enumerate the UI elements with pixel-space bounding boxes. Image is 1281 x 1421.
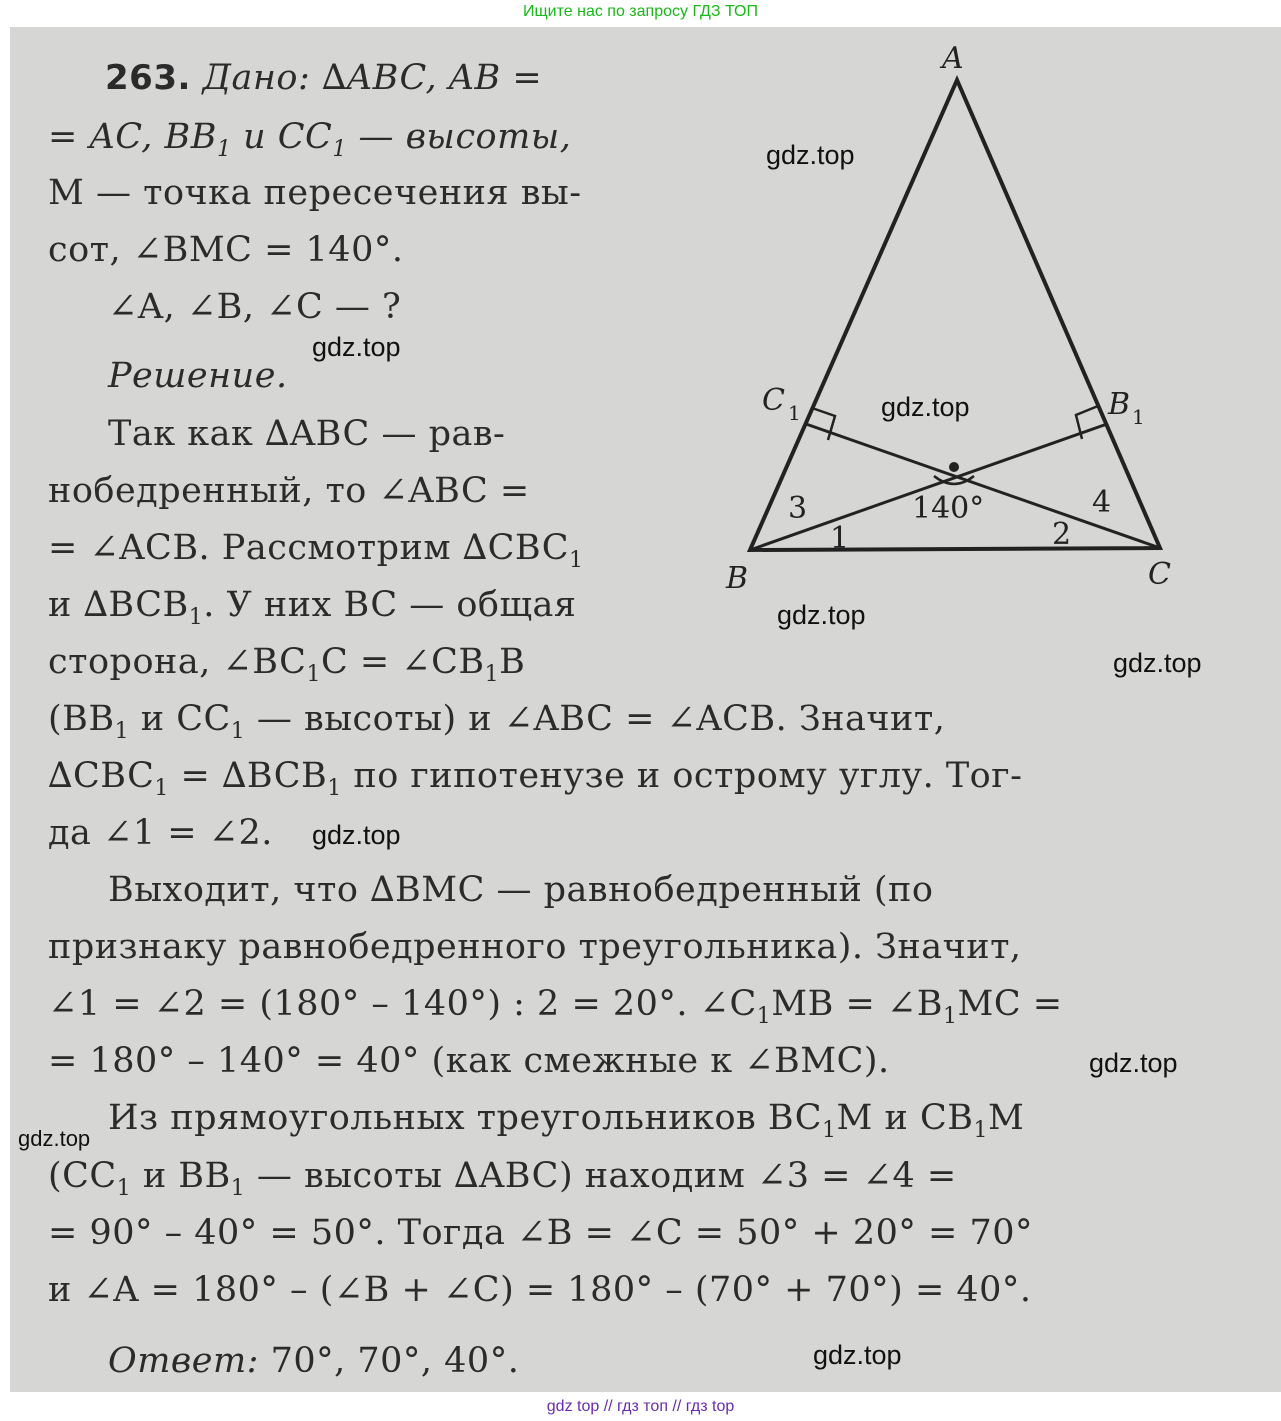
label-c: C (1148, 557, 1171, 592)
line-8: нобедренный, то ∠ABC = (48, 471, 530, 511)
s: 1 (484, 662, 500, 687)
point-m (949, 462, 959, 472)
line-22: и ∠A = 180° – (∠B + ∠C) = 180° – (70° + 70°) = 40°. (48, 1270, 1032, 1310)
line-19 (108, 1098, 1024, 1151)
watermark: gdz.top (777, 600, 866, 630)
watermark: gdz.top (312, 332, 401, 362)
s: 1 (216, 137, 232, 162)
top-banner[interactable]: Ищите нас по запросу ГДЗ ТОП (523, 3, 758, 20)
label-angle-4: 4 (1092, 485, 1112, 520)
line-9 (48, 528, 584, 581)
t: . У них BC — общая (203, 585, 577, 625)
line-11 (48, 642, 525, 695)
t: = ∠ACB. Рассмотрим ∆CBC (48, 528, 570, 568)
line-16: признаку равнобедренного треугольника). Значит, (48, 927, 1022, 967)
s: 1 (306, 662, 321, 687)
line-1 (105, 58, 542, 98)
answer-value: 70°, 70°, 40°. (258, 1341, 520, 1381)
line-15: Выходит, что ∆BMC — равнобедренный (по (108, 870, 934, 910)
t: и BB (131, 1156, 231, 1196)
label-angle-3: 3 (788, 491, 808, 526)
label-c1-sub: 1 (788, 401, 801, 425)
s: 1 (332, 137, 347, 162)
s: 1 (822, 1118, 837, 1143)
t: и CC (231, 117, 333, 157)
s: 1 (230, 1176, 246, 1201)
t: по гипотенузе и острому углу. Тог- (341, 756, 1023, 796)
s: 1 (973, 1118, 988, 1143)
t: B (499, 642, 526, 682)
line-3: M — точка пересечения вы- (48, 173, 582, 213)
t: ∆CBC (48, 756, 155, 796)
label-c1: C (762, 383, 785, 418)
t: Из прямоугольных треугольников BC (108, 1098, 823, 1138)
line-4: сот, ∠BMC = 140°. (48, 230, 404, 270)
label-angle-2: 2 (1052, 517, 1072, 552)
problem-number: 263. (105, 58, 191, 98)
line-1-text: ∆ABC, AB = (310, 58, 543, 98)
s: 1 (569, 548, 584, 573)
line-14: да ∠1 = ∠2. (48, 813, 273, 853)
line-20 (48, 1156, 957, 1209)
line-21: = 90° – 40° = 50°. Тогда ∠B = ∠C = 50° + 20° = 70° (48, 1213, 1034, 1253)
watermark: gdz.top (813, 1340, 902, 1370)
t: — высоты) и ∠ABC = ∠ACB. Значит, (245, 699, 946, 739)
t: MC = (957, 984, 1063, 1024)
label-b1-sub: 1 (1132, 405, 1145, 429)
t: — высоты, (346, 117, 572, 157)
t: C = ∠CB (320, 642, 485, 682)
line-12 (48, 699, 945, 752)
t: M и CB (836, 1098, 974, 1138)
s: 1 (116, 1176, 132, 1201)
t: и ∆BCB (48, 585, 189, 625)
t: = ∆BCB (168, 756, 328, 796)
line-7: Так как ∆ABC — рав- (108, 414, 506, 454)
watermark: gdz.top (766, 140, 855, 170)
line-2 (48, 117, 571, 170)
right-angle-c1 (812, 408, 835, 440)
t: = AC, BB (48, 117, 217, 157)
t: — высоты ∆ABC) находим ∠3 = ∠4 = (245, 1156, 957, 1196)
solution-label: Решение. (108, 356, 288, 396)
answer-line (108, 1341, 519, 1381)
t: MB = ∠B (771, 984, 943, 1024)
bottom-banner[interactable]: gdz top // гдз топ // гдз top (546, 1398, 735, 1415)
s: 1 (942, 1004, 958, 1029)
line-18: = 180° – 140° = 40° (как смежные к ∠BMC). (48, 1041, 890, 1081)
label-b1: B (1108, 387, 1131, 422)
t: сторона, ∠BC (48, 642, 307, 682)
given-label: Дано: (202, 58, 311, 98)
s: 1 (756, 1004, 772, 1029)
watermark: gdz.top (881, 392, 970, 422)
watermark: gdz.top (312, 820, 401, 850)
t: ∠1 = ∠2 = (180° – 140°) : 2 = 20°. ∠C (48, 984, 757, 1024)
s: 1 (114, 719, 130, 744)
label-b: B (726, 561, 749, 596)
t: (BB (48, 699, 115, 739)
label-angle-1: 1 (830, 521, 850, 556)
watermark: gdz.top (1113, 648, 1202, 678)
label-a: A (942, 41, 964, 76)
watermark: gdz.top (1089, 1048, 1178, 1078)
line-10 (48, 585, 576, 638)
label-angle-140: 140° (912, 491, 985, 526)
t: (CC (48, 1156, 117, 1196)
watermark: gdz.top (18, 1126, 91, 1151)
s: 1 (154, 776, 169, 801)
t: M (987, 1098, 1025, 1138)
line-17 (48, 984, 1063, 1037)
s: 1 (327, 776, 342, 801)
s: 1 (230, 719, 246, 744)
answer-label: Ответ: (108, 1341, 259, 1381)
t: и CC (129, 699, 231, 739)
line-5: ∠A, ∠B, ∠C — ? (108, 287, 402, 327)
s: 1 (188, 605, 204, 630)
triangle-figure (720, 40, 1190, 600)
line-13 (48, 756, 1022, 809)
